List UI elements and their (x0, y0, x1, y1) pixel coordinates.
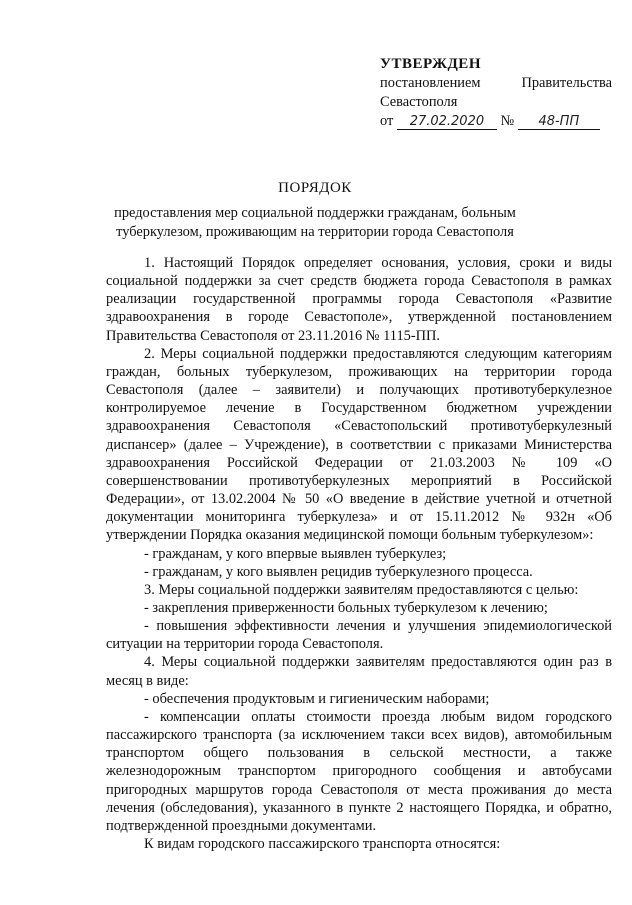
approval-date: 27.02.2020 (397, 114, 497, 130)
paragraph-2: 2. Меры социальной поддержки предоставляются следующим категориям граждан, больных туберкулезом, проживающих на территории города Севастополя (далее – заявители) и получающих противотуберкулезное контролируемое лечение в Государственном бюджетном учреждении здравоохранения Севастополя «Севастопольский противотуберкулезный диспансер» (далее – Учреждение), в соответствии с приказами Министерства здравоохранения Российской Федерации от 21.03.2003 № 109 «О совершенствовании противотуберкулезных мероприятий в Российской Федерации», от 13.02.2004 № 50 «О введение в действие учетной и отчетной документации мониторинга туберкулеза» и от 15.11.2012 № 932н «Об утверждении Порядка оказания медицинской помощи больным туберкулезом»: (106, 345, 612, 544)
document-subtitle (95, 204, 535, 242)
subtitle-line-2: туберкулезом, проживающим на территории города Севастополя (116, 224, 514, 240)
paragraph-3: 3. Меры социальной поддержки заявителям предоставляются с целью: (144, 581, 579, 598)
list-item-adherence: - закрепления приверженности больных туберкулезом к лечению; (144, 599, 548, 616)
list-item-new-cases: - гражданам, у кого впервые выявлен туберкулез; (144, 545, 447, 562)
document-body (106, 254, 612, 853)
approval-line-1 (380, 74, 612, 93)
approval-line-1-right: Правительства (521, 75, 612, 91)
approval-line-2: Севастополя (380, 94, 458, 110)
approval-line-1-left: постановлением (380, 75, 481, 91)
paragraph-4: 4. Меры социальной поддержки заявителям предоставляются один раз в месяц в виде: (106, 654, 612, 689)
from-prefix: от (380, 113, 394, 129)
paragraph-transport-types: К видам городского пассажирского транспорта относятся: (144, 836, 501, 852)
approval-date-line (380, 112, 612, 131)
approval-stamp (380, 55, 612, 131)
list-item-efficiency: - повышения эффективности лечения и улучшения эпидемиологической ситуации на территории города Севастополя. (106, 618, 612, 653)
number-prefix: № (500, 113, 515, 129)
list-item-relapse: - гражданам, у кого выявлен рецидив туберкулезного процесса. (144, 563, 533, 580)
list-item-food-kits: - обеспечения продуктовым и гигиеническим наборами; (144, 690, 490, 707)
subtitle-line-1: предоставления мер социальной поддержки гражданам, больным (114, 205, 516, 221)
approval-number: 48-ПП (518, 114, 600, 130)
paragraph-1: 1. Настоящий Порядок определяет основания, условия, сроки и виды социальной поддержки за счет средств бюджета города Севастополя в рамках реализации государственной программы города Севастополя «Развитие здравоохранения в городе Севастополе», утвержденной постановлением Правительства Севастополя от 23.11.2016 № 1115-ПП. (106, 255, 612, 344)
approval-title: УТВЕРЖДЕН (380, 56, 481, 72)
document-title: ПОРЯДОК (278, 180, 352, 196)
list-item-travel-compensation: - компенсации оплаты стоимости проезда любым видом городского пассажирского транспорта (за исключением такси всех видов), автомобильным транспортом общего пользования в сельской местности, а также железнодорожным транспортом пригородного сообщения и автобусами пригородных маршрутов города Севастополя от места проживания до места лечения (обследования), указанного в пункте 2 настоящего Порядка, и обратно, подтвержденной проездными документами. (106, 708, 612, 834)
